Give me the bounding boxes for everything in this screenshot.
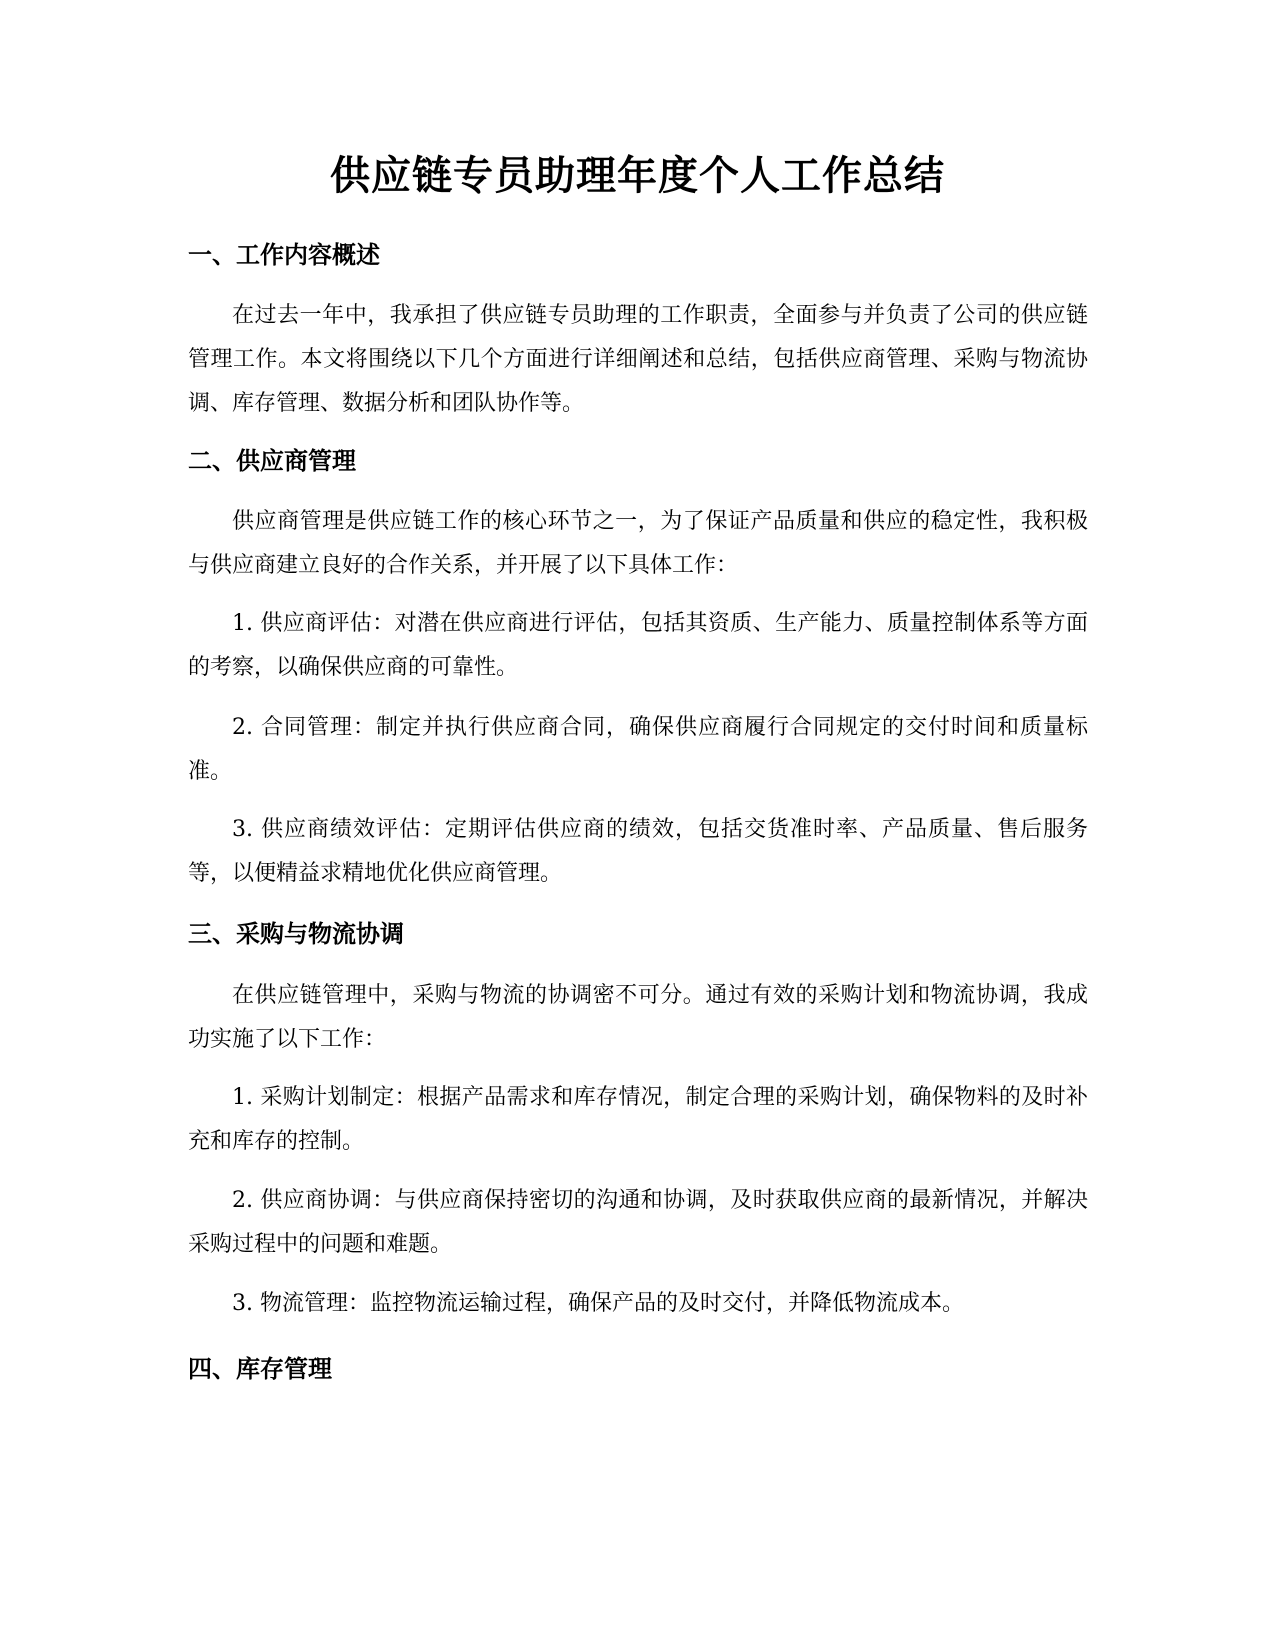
section-heading-procurement-logistics: 三、采购与物流协调 — [188, 920, 404, 948]
section-heading-overview: 一、工作内容概述 — [188, 241, 380, 269]
paragraph-supplier-intro: 供应商管理是供应链工作的核心环节之一，为了保证产品质量和供应的稳定性，我积极与供应商建立良好的合作关系，并开展了以下具体工作： — [188, 509, 1088, 578]
paragraph-procurement-item-3: 3. 物流管理：监控物流运输过程，确保产品的及时交付，并降低物流成本。 — [232, 1291, 964, 1316]
paragraph-supplier-item-3: 3. 供应商绩效评估：定期评估供应商的绩效，包括交货准时率、产品质量、售后服务等，以便精益求精地优化供应商管理。 — [188, 817, 1088, 886]
paragraph-supplier-item-2: 2. 合同管理：制定并执行供应商合同，确保供应商履行合同规定的交付时间和质量标准。 — [188, 715, 1088, 784]
paragraph-procurement-item-2: 2. 供应商协调：与供应商保持密切的沟通和协调，及时获取供应商的最新情况，并解决采购过程中的问题和难题。 — [188, 1188, 1088, 1257]
paragraph-procurement-intro: 在供应链管理中，采购与物流的协调密不可分。通过有效的采购计划和物流协调，我成功实施了以下工作： — [188, 983, 1088, 1052]
section-heading-inventory-management: 四、库存管理 — [188, 1355, 332, 1383]
paragraph-procurement-item-1: 1. 采购计划制定：根据产品需求和库存情况，制定合理的采购计划，确保物料的及时补充和库存的控制。 — [188, 1085, 1088, 1154]
section-heading-supplier-management: 二、供应商管理 — [188, 447, 356, 475]
document-title: 供应链专员助理年度个人工作总结 — [330, 153, 945, 199]
paragraph-overview: 在过去一年中，我承担了供应链专员助理的工作职责，全面参与并负责了公司的供应链管理工作。本文将围绕以下几个方面进行详细阐述和总结，包括供应商管理、采购与物流协调、库存管理、数据分析和团队协作等。 — [188, 303, 1088, 416]
paragraph-supplier-item-1: 1. 供应商评估：对潜在供应商进行评估，包括其资质、生产能力、质量控制体系等方面的考察，以确保供应商的可靠性。 — [188, 611, 1088, 680]
